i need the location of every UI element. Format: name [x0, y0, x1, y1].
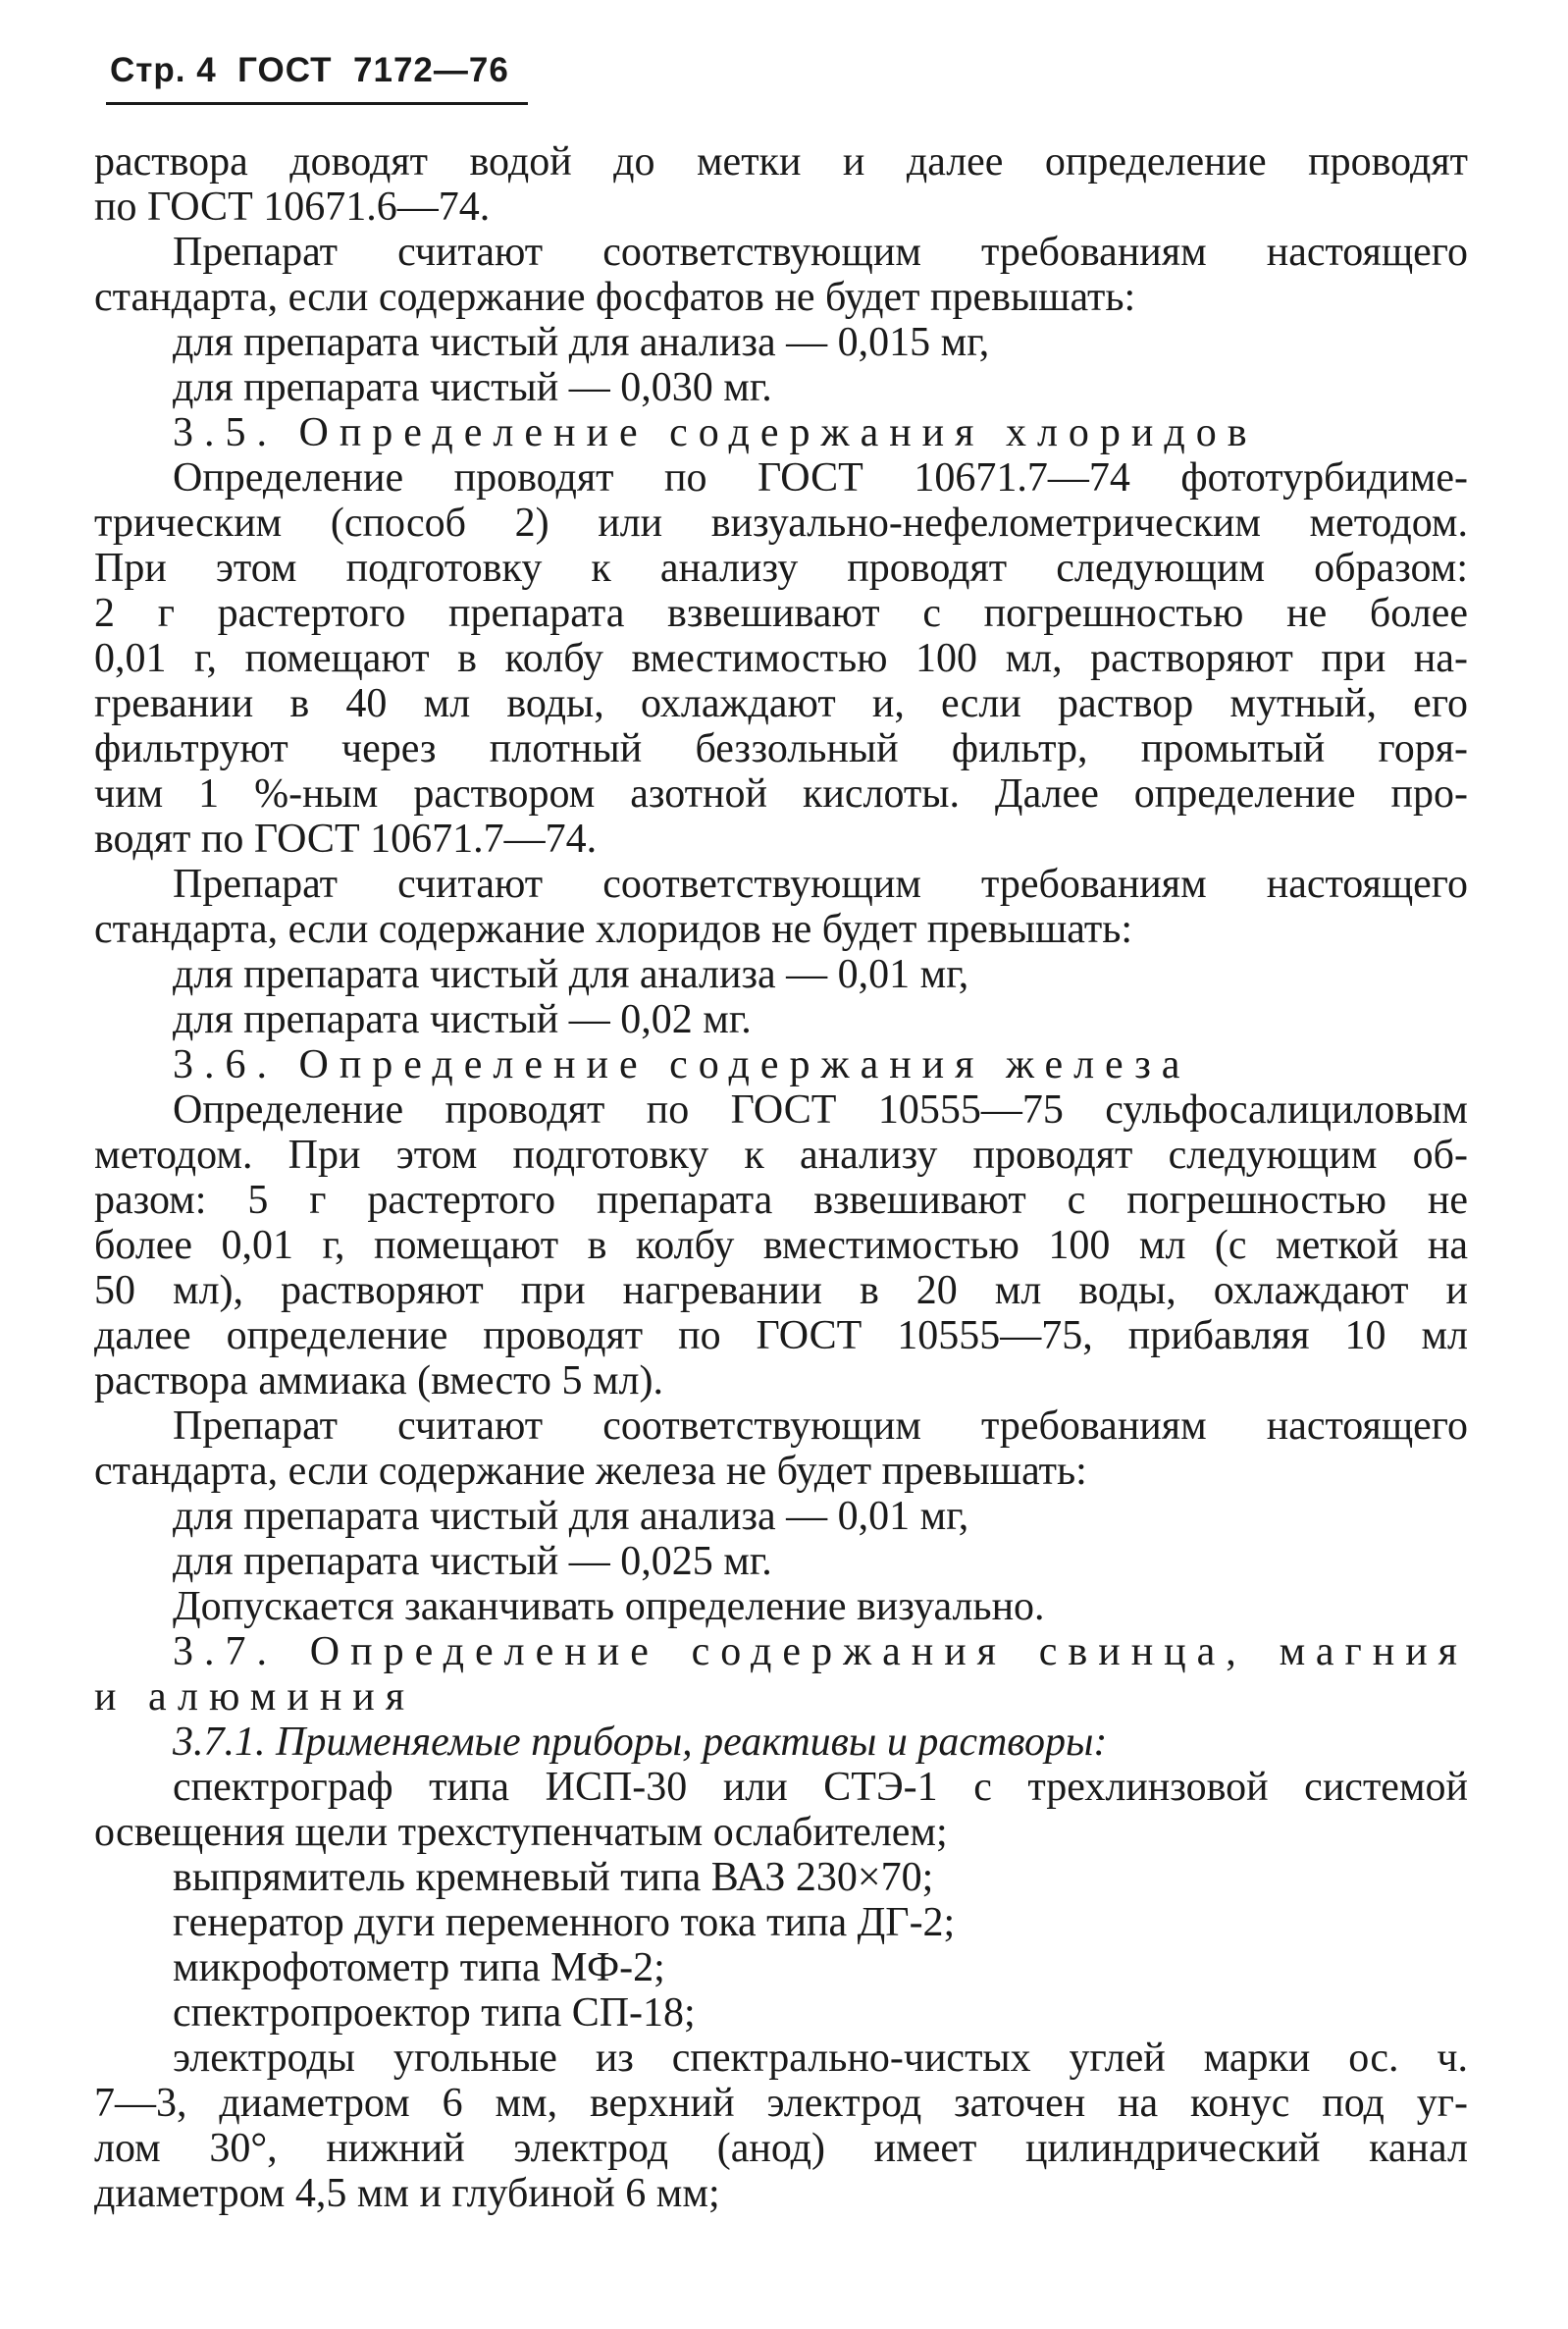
text-line: 0,01 г, помещают в колбу вместимостью 100 мл, растворяют при на-	[94, 636, 1468, 681]
text-line: освещения щели трехступенчатым ослабителем;	[94, 1810, 948, 1855]
text-line: спектрограф типа ИСП-30 или СТЭ-1 с трехлинзовой системой	[173, 1765, 1468, 1810]
text-line: Препарат считают соответствующим требованиям настоящего	[173, 230, 1468, 275]
section-heading: 3.7. Определение содержания свинца, магния	[173, 1629, 1468, 1674]
text-line: выпрямитель кремневый типа ВАЗ 230×70;	[173, 1855, 934, 1900]
subsection-heading: 3.7.1. Применяемые приборы, реактивы и растворы:	[173, 1720, 1108, 1765]
document-body	[94, 139, 1468, 2216]
standard-label: ГОСТ	[237, 51, 333, 89]
text-line: Определение проводят по ГОСТ 10555—75 сульфосалициловым	[173, 1087, 1468, 1133]
text-line: гревании в 40 мл воды, охлаждают и, если раствор мутный, его	[94, 681, 1468, 726]
text-line: стандарта, если содержание железа не будет превышать:	[94, 1449, 1087, 1494]
text-line: более 0,01 г, помещают в колбу вместимостью 100 мл (с меткой на	[94, 1223, 1468, 1268]
section-heading: 3.6. Определение содержания железа	[173, 1042, 1191, 1087]
text-line: 2 г растертого препарата взвешивают с погрешностью не более	[94, 591, 1468, 636]
text-line: для препарата чистый — 0,025 мг.	[173, 1539, 772, 1584]
text-line: для препарата чистый для анализа — 0,015 мг,	[173, 320, 990, 365]
text-line: Препарат считают соответствующим требованиям настоящего	[173, 862, 1468, 907]
text-line: методом. При этом подготовку к анализу проводят следующим об-	[94, 1133, 1468, 1178]
text-line: электроды угольные из спектрально-чистых углей марки ос. ч.	[173, 2036, 1468, 2081]
text-line: разом: 5 г растертого препарата взвешивают с погрешностью не	[94, 1178, 1468, 1223]
page-number: Стр. 4	[110, 51, 217, 89]
text-line: Препарат считают соответствующим требованиям настоящего	[173, 1403, 1468, 1449]
section-heading: и алюминия	[94, 1674, 416, 1720]
text-line: для препарата чистый — 0,02 мг.	[173, 997, 752, 1042]
text-line: При этом подготовку к анализу проводят следующим образом:	[94, 546, 1468, 591]
text-line: микрофотометр типа МФ-2;	[173, 1945, 665, 1990]
text-line: 7—3, диаметром 6 мм, верхний электрод заточен на конус под уг-	[94, 2081, 1468, 2126]
text-line: Допускается заканчивать определение визуально.	[173, 1584, 1045, 1629]
text-line: для препарата чистый для анализа — 0,01 мг,	[173, 1494, 969, 1539]
text-line: далее определение проводят по ГОСТ 10555—75, прибавляя 10 мл	[94, 1313, 1468, 1358]
text-line: стандарта, если содержание фосфатов не будет превышать:	[94, 275, 1136, 320]
text-line: по ГОСТ 10671.6—74.	[94, 185, 491, 230]
text-line: лом 30°, нижний электрод (анод) имеет цилиндрический канал	[94, 2126, 1468, 2171]
text-line: стандарта, если содержание хлоридов не будет превышать:	[94, 907, 1133, 952]
text-line: диаметром 4,5 мм и глубиной 6 мм;	[94, 2171, 720, 2216]
text-line: фильтруют через плотный беззольный фильтр, промытый горя-	[94, 726, 1468, 771]
standard-number: 7172—76	[353, 51, 509, 89]
text-line: чим 1 %-ным раствором азотной кислоты. Далее определение про-	[94, 771, 1468, 817]
text-line: для препарата чистый — 0,030 мг.	[173, 365, 772, 410]
text-line: Определение проводят по ГОСТ 10671.7—74 фототурбидиме-	[173, 455, 1468, 501]
section-heading: 3.5. Определение содержания хлоридов	[173, 410, 1258, 455]
page-header	[110, 51, 509, 90]
text-line: трическим (способ 2) или визуально-нефелометрическим методом.	[94, 501, 1468, 546]
header-rule	[106, 102, 528, 105]
text-line: водят по ГОСТ 10671.7—74.	[94, 817, 598, 862]
text-line: раствора доводят водой до метки и далее определение проводят	[94, 139, 1468, 185]
text-line: 50 мл), растворяют при нагревании в 20 мл воды, охлаждают и	[94, 1268, 1468, 1313]
text-line: спектропроектор типа СП-18;	[173, 1990, 696, 2036]
text-line: для препарата чистый для анализа — 0,01 мг,	[173, 952, 969, 997]
text-line: раствора аммиака (вместо 5 мл).	[94, 1358, 663, 1403]
text-line: генератор дуги переменного тока типа ДГ-2;	[173, 1900, 956, 1945]
